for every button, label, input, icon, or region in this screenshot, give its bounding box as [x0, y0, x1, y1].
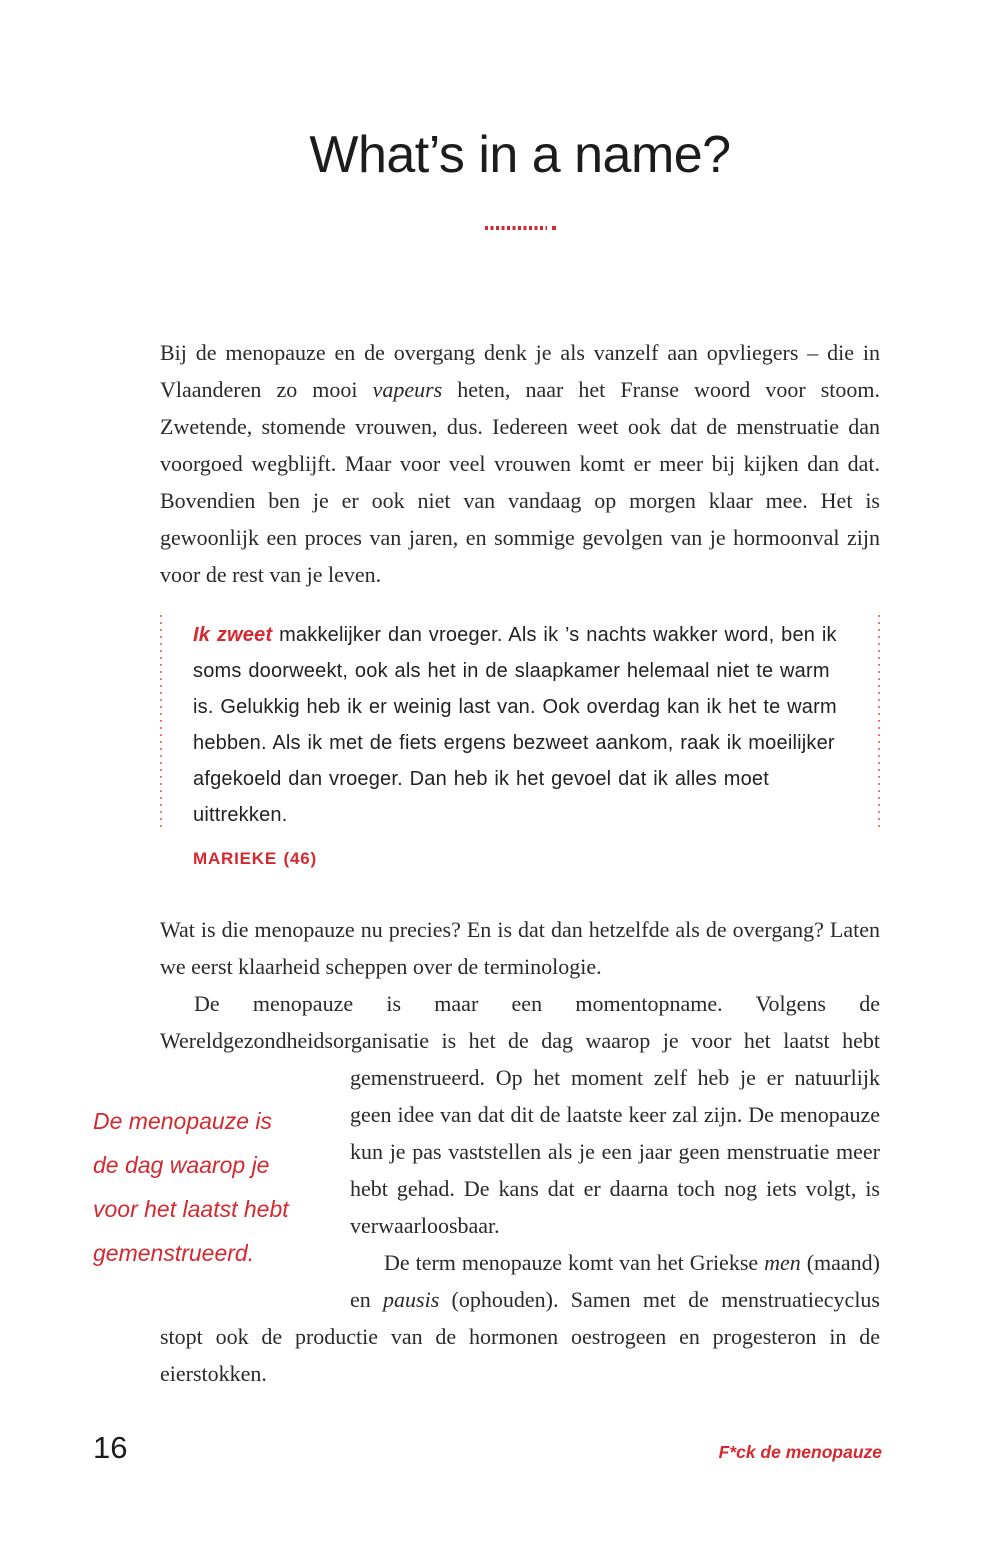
- end-dot-icon: [552, 226, 556, 230]
- paragraph-intro: Bij de menopauze en de overgang denk je als vanzelf aan opvliegers – die in Vlaanderen zo mooi vapeurs heten, naar het Franse woord voor stoom. Zwetende, stomende vrouwen, dus. Iedereen weet ook dat de menstruatie dan voorgoed wegblijft. Maar voor veel vrouwen komt er meer bij kijken dan dat. Bovendien ben je er ook niet van vandaag op morgen klaar mee. Het is gewoonlijk een proces van jaren, en sommige gevolgen van je hormoonval zijn voor de rest van je leven.: [160, 340, 880, 587]
- paragraph-menopause-definition: [93, 985, 880, 1266]
- page-number: 16: [93, 1430, 128, 1465]
- pullquote-text: De menopauze is de dag waarop je voor het laatst hebt gemenstrueerd.: [93, 1108, 289, 1266]
- quote-text: Ik zweet makkelijker dan vroeger. Als ik ’s nachts wakker word, ben ik soms doorweekt, ook als het in de slaapkamer helemaal niet te warm is. Gelukkig heb ik er weinig last van. Ook overdag kan ik het te warm hebben. Als ik met de fiets ergens bezweet aankom, raak ik moeilijker afgekoeld dan vroeger. Dan heb ik het gevoel dat ik alles moet uittrekken.: [193, 624, 837, 826]
- title-divider: [160, 226, 880, 230]
- dotted-line-icon: [485, 226, 547, 230]
- testimonial-quote-block: [160, 609, 880, 877]
- paragraph-text-segment: gemenstrueerd. Op het moment zelf heb je er natuurlijk geen idee van dat dit de laatste keer zal zijn. De menopauze kun je pas vaststellen als je een jaar geen menstruatie meer hebt gehad. De kans dat er daarna toch nog iets volgt, is verwaarloosbaar.: [350, 1065, 880, 1238]
- page-title: What’s in a name?: [309, 126, 731, 184]
- margin-pullquote: [93, 1059, 350, 1314]
- quote-attribution: MARIEKE (46): [193, 849, 317, 868]
- page-content: [93, 334, 880, 1392]
- paragraph-term-origin: De term menopauze komt van het Griekse men (maand) en pausis (ophouden). Samen met de menstruatiecyclus stopt ook de productie van de hormonen oestrogeen en progesteron in de eierstokken.: [160, 1250, 880, 1386]
- running-footer-book-title: F*ck de menopauze: [718, 1442, 882, 1462]
- paragraph-terminology: Wat is die menopauze nu precies? En is dat dan hetzelfde als de overgang? Laten we eerst klaarheid scheppen over de terminologie.: [160, 917, 880, 979]
- paragraph-text-segment: De menopauze is maar een momentopname. Volgens de Wereldgezondheidsorganisatie is het de dag waarop je voor het laatst hebt: [160, 991, 880, 1053]
